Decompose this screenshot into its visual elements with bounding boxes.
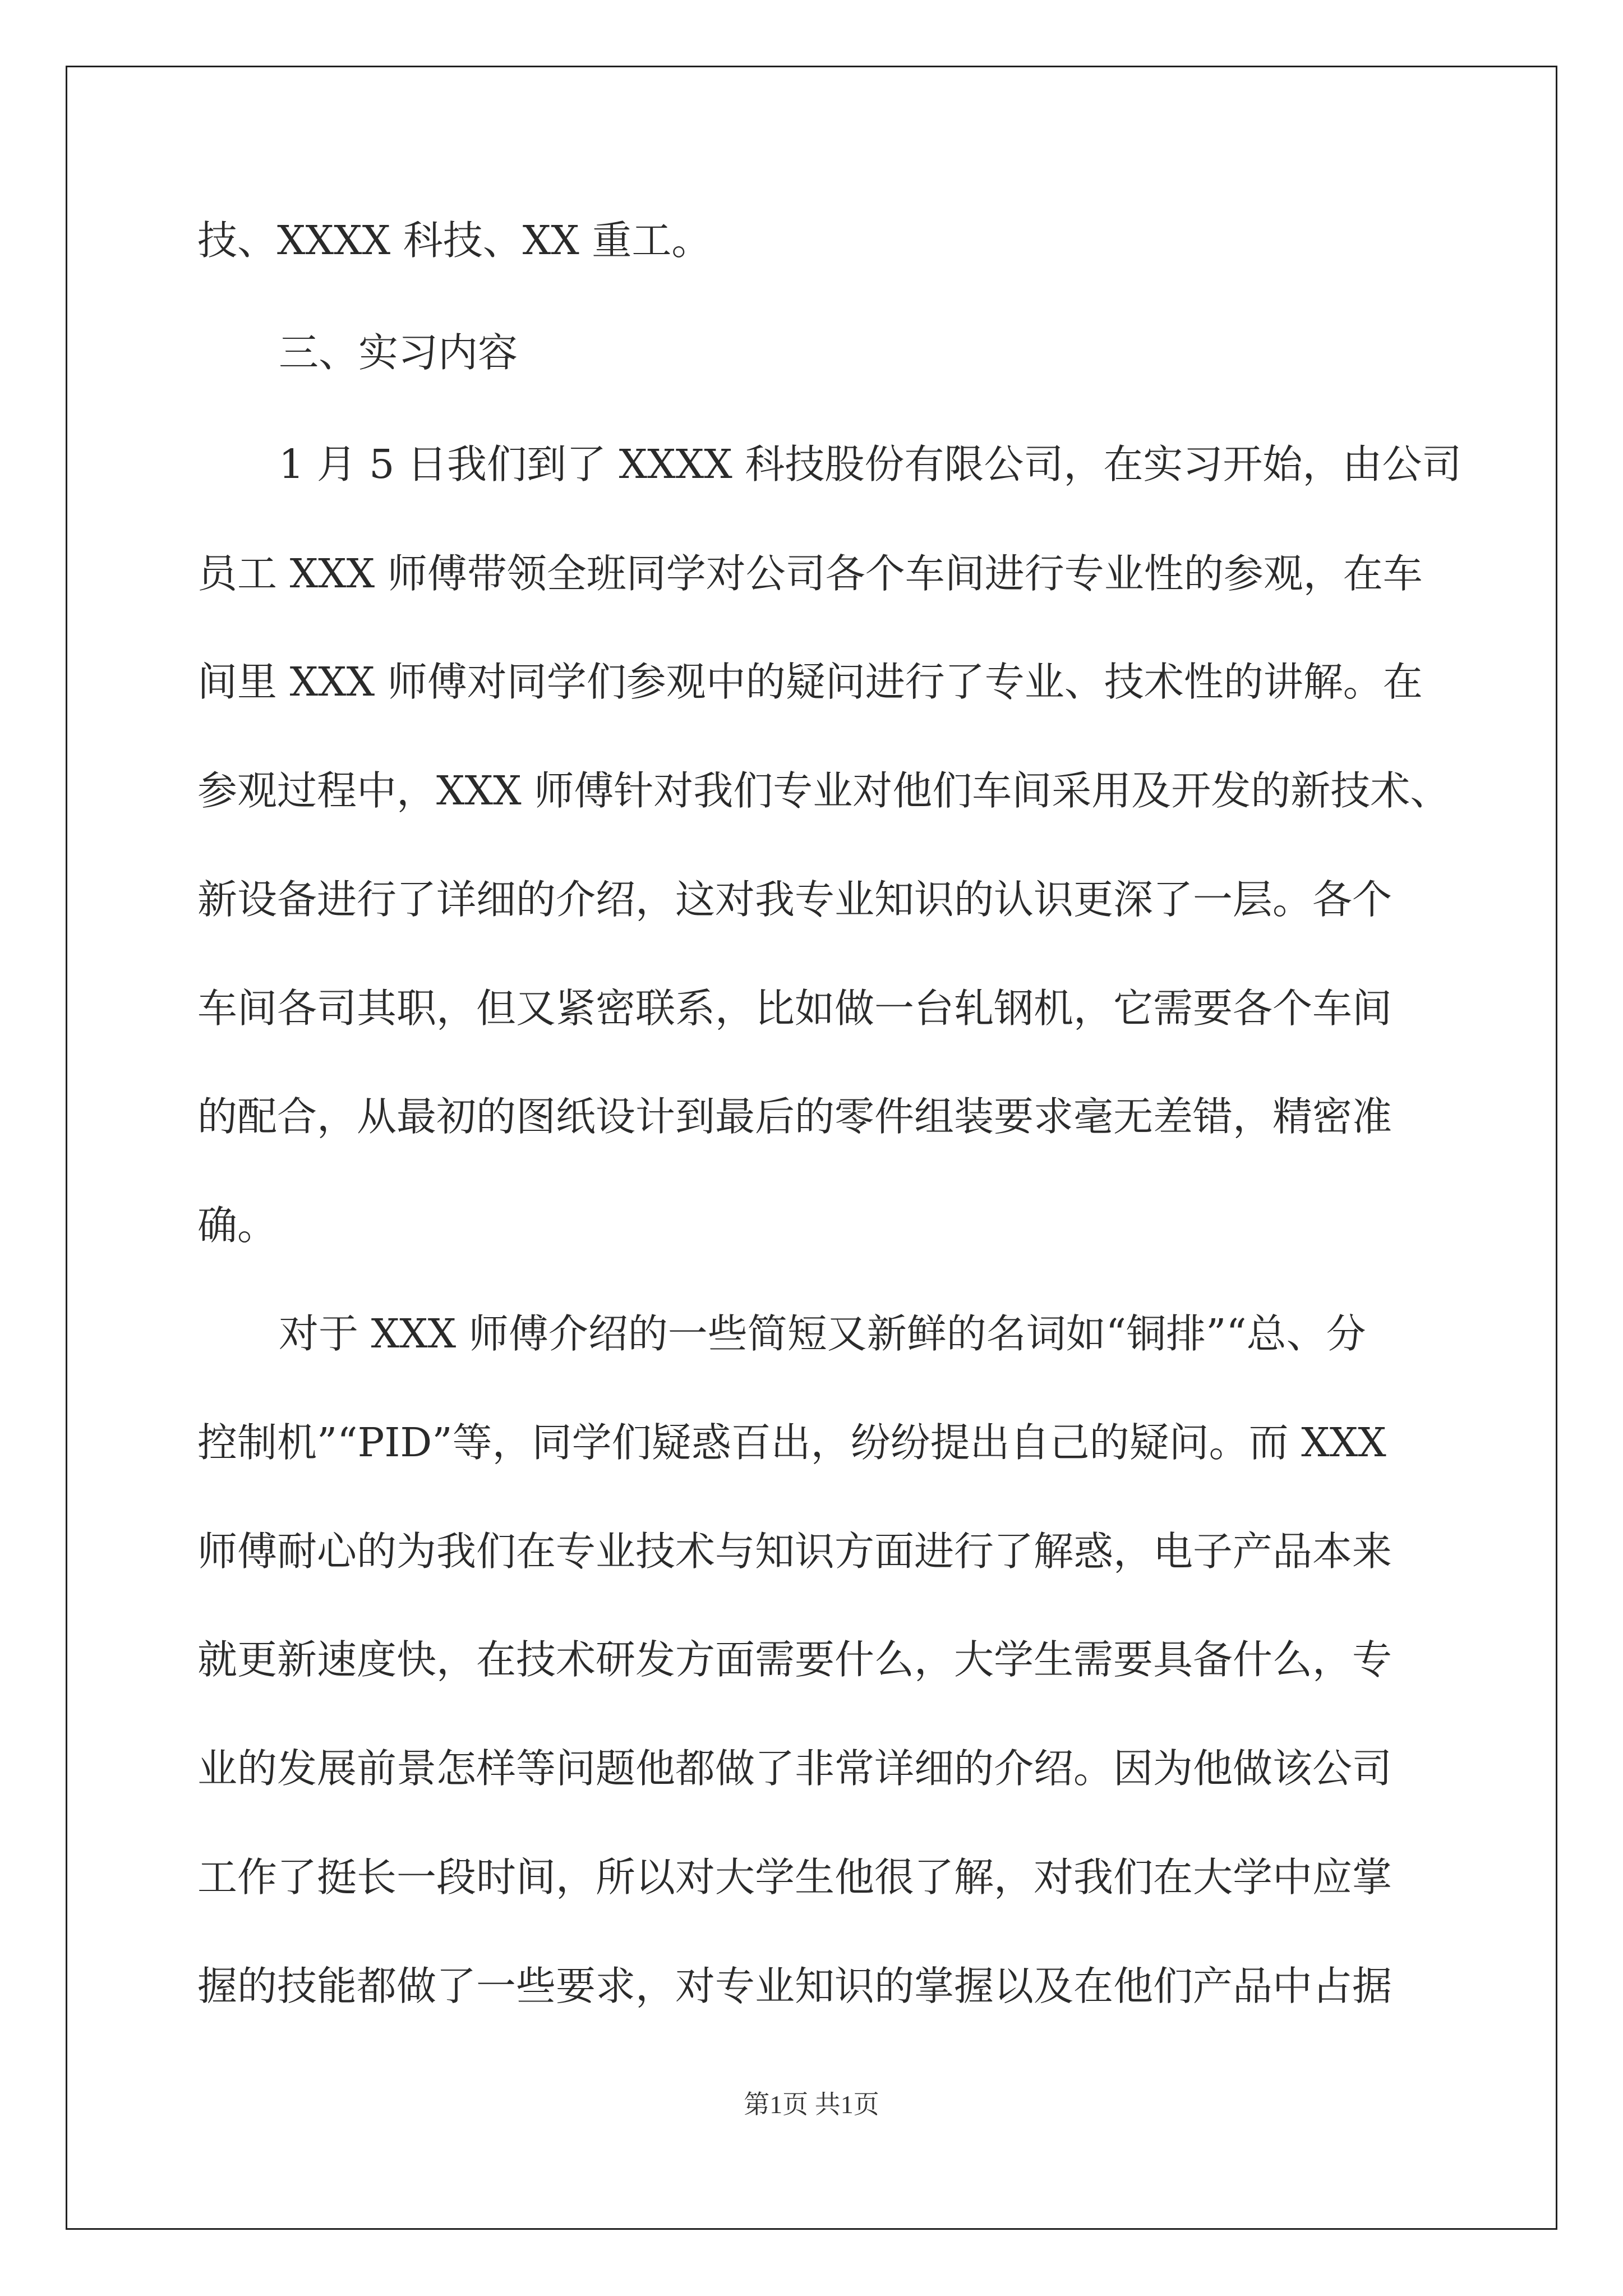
text-line: 就更新速度快，在技术研发方面需要什么，大学生需要具备什么，专 xyxy=(197,1636,1393,1683)
page-border xyxy=(66,66,1557,2230)
text-line: 新设备进行了详细的介绍，这对我专业知识的认识更深了一层。各个 xyxy=(197,876,1393,923)
text-line: 车间各司其职，但又紧密联系，比如做一台轧钢机，它需要各个车间 xyxy=(197,985,1393,1032)
text-line: 确。 xyxy=(197,1202,278,1249)
text-line: 对于 XXX 师傅介绍的一些简短又新鲜的名词如“铜排”“总、分 xyxy=(279,1310,1366,1357)
text-line: 1 月 5 日我们到了 XXXX 科技股份有限公司，在实习开始，由公司 xyxy=(279,441,1462,487)
text-line: 技、XXXX 科技、XX 重工。 xyxy=(197,217,712,264)
text-line: 控制机”“PID”等，同学们疑惑百出，纷纷提出自己的疑问。而 XXX xyxy=(197,1419,1386,1466)
text-line: 间里 XXX 师傅对同学们参观中的疑问进行了专业、技术性的讲解。在 xyxy=(197,659,1423,705)
page-number-footer: 第1页 共1页 xyxy=(744,2090,879,2119)
text-line: 工作了挺长一段时间，所以对大学生他很了解，对我们在大学中应掌 xyxy=(197,1854,1393,1901)
text-line: 员工 XXX 师傅带领全班同学对公司各个车间进行专业性的参观，在车 xyxy=(197,550,1423,597)
section-heading: 三、实习内容 xyxy=(279,329,518,376)
text-line: 参观过程中，XXX 师傅针对我们专业对他们车间采用及开发的新技术、 xyxy=(197,767,1450,814)
text-line: 握的技能都做了一些要求，对专业知识的掌握以及在他们产品中占据 xyxy=(197,1963,1393,2009)
text-line: 的配合，从最初的图纸设计到最后的零件组装要求毫无差错，精密准 xyxy=(197,1093,1393,1140)
text-line: 业的发展前景怎样等问题他都做了非常详细的介绍。因为他做该公司 xyxy=(197,1745,1393,1792)
text-line: 师傅耐心的为我们在专业技术与知识方面进行了解惑，电子产品本来 xyxy=(197,1528,1393,1575)
